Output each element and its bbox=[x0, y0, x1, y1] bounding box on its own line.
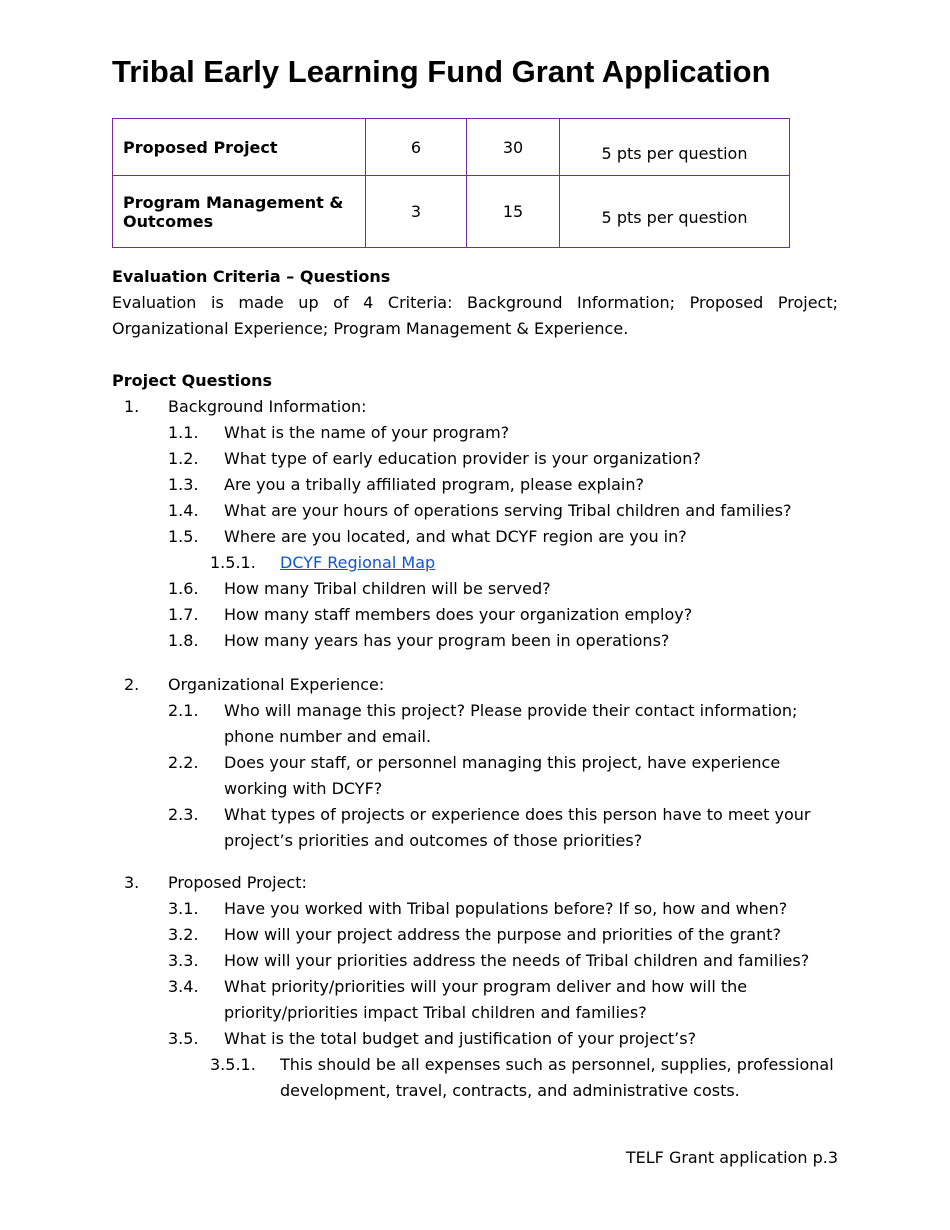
list-item: 3. Proposed Project: bbox=[124, 873, 307, 892]
list-item: 3.3. How will your priorities address the needs of Tribal children and families? bbox=[168, 951, 810, 970]
list-item: 1.6. How many Tribal children will be served? bbox=[168, 579, 551, 598]
evaluation-heading: Evaluation Criteria – Questions bbox=[112, 267, 391, 286]
questions-cell: 3 bbox=[366, 176, 467, 248]
section-background bbox=[112, 394, 852, 654]
score-table bbox=[112, 118, 790, 248]
list-item: 3.5.1. This should be all expenses such as personnel, supplies, professional development, travel, contracts, and administrative costs. bbox=[210, 1055, 834, 1100]
section-proposed bbox=[112, 870, 852, 1104]
list-item: 1.1. What is the name of your program? bbox=[168, 423, 510, 442]
list-item: 1.2. What type of early education provider is your organization? bbox=[168, 449, 701, 468]
points-cell: 30 bbox=[467, 119, 560, 176]
criteria-cell: Program Management & Outcomes bbox=[113, 176, 366, 248]
note-cell: 5 pts per question bbox=[560, 176, 790, 248]
list-item: 1.3. Are you a tribally affiliated program, please explain? bbox=[168, 475, 645, 494]
criteria-cell: Proposed Project bbox=[113, 119, 366, 176]
list-item: 3.4. What priority/priorities will your program deliver and how will the priority/priorities impact Tribal children and families? bbox=[168, 977, 748, 1022]
list-item: 2.2. Does your staff, or personnel managing this project, have experience working with DCYF? bbox=[168, 753, 781, 798]
evaluation-section bbox=[112, 264, 838, 342]
list-item: 1.7. How many staff members does your organization employ? bbox=[168, 605, 693, 624]
page-footer: TELF Grant application p.3 bbox=[625, 1148, 838, 1167]
list-item: 1.8. How many years has your program been in operations? bbox=[168, 631, 670, 650]
list-item: 1.5. Where are you located, and what DCYF region are you in? bbox=[168, 527, 687, 546]
list-item: 2. Organizational Experience: bbox=[124, 675, 385, 694]
page-title: Tribal Early Learning Fund Grant Application bbox=[112, 54, 771, 89]
list-item: 1.5.1. DCYF Regional Map bbox=[210, 553, 436, 572]
section-organizational bbox=[112, 672, 852, 854]
points-cell: 15 bbox=[467, 176, 560, 248]
note-cell: 5 pts per question bbox=[560, 119, 790, 176]
list-item: 1.4. What are your hours of operations serving Tribal children and families? bbox=[168, 501, 792, 520]
list-item: 2.3. What types of projects or experience does this person have to meet your project’s priorities and outcomes of those priorities? bbox=[168, 805, 811, 850]
dcyf-regional-map-link[interactable]: DCYF Regional Map bbox=[280, 553, 436, 572]
evaluation-text: Evaluation is made up of 4 Criteria: Background Information; Proposed Project; Organizational Experience; Program Management & Experience. bbox=[112, 293, 838, 338]
table-row bbox=[113, 176, 790, 248]
list-item: 3.2. How will your project address the purpose and priorities of the grant? bbox=[168, 925, 782, 944]
list-item: 3.1. Have you worked with Tribal populations before? If so, how and when? bbox=[168, 899, 788, 918]
list-item: 3.5. What is the total budget and justification of your project’s? bbox=[168, 1029, 697, 1048]
questions-cell: 6 bbox=[366, 119, 467, 176]
list-item: 2.1. Who will manage this project? Please provide their contact information; phone number and email. bbox=[168, 701, 798, 746]
table-row bbox=[113, 119, 790, 176]
project-questions-heading: Project Questions bbox=[112, 371, 273, 390]
list-item: 1. Background Information: bbox=[124, 397, 367, 416]
